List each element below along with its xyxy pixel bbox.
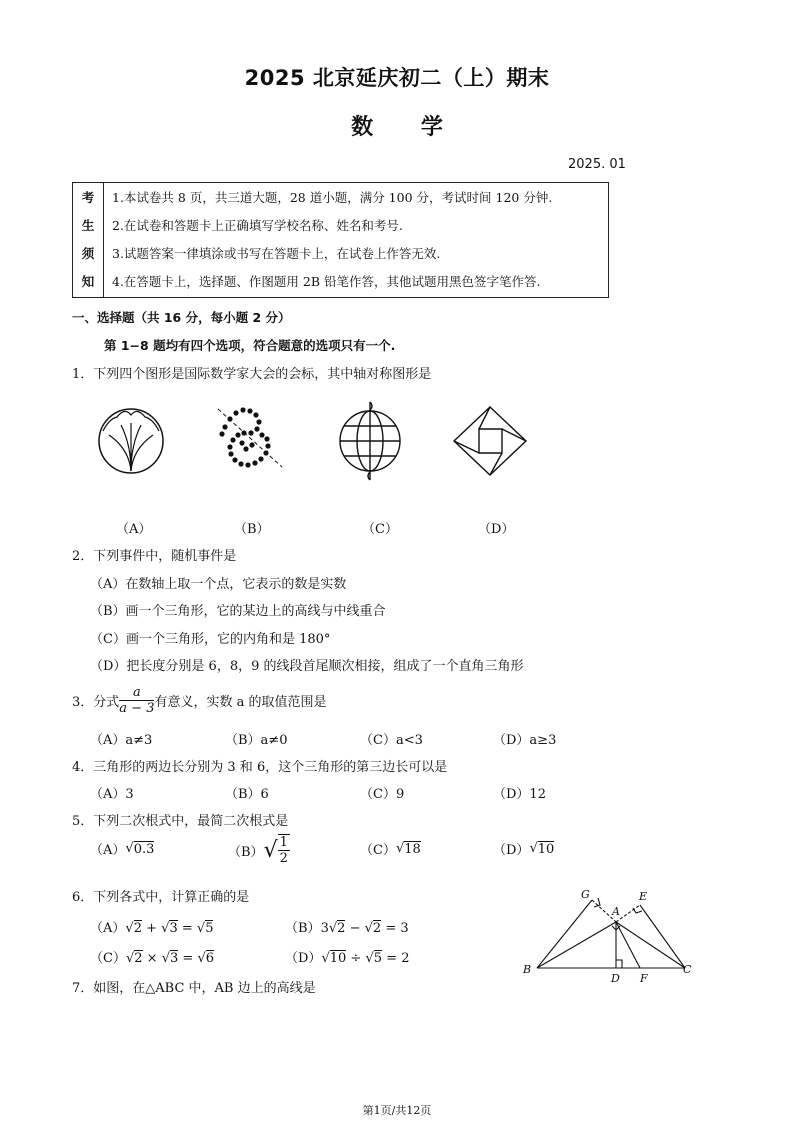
q6c-r2: 3: [170, 951, 179, 966]
q6c-op: ×: [146, 951, 158, 966]
q2-option-a: （A）在数轴上取一个点，它表示的数是实数: [90, 577, 347, 592]
sqrt-icon: √: [529, 841, 538, 856]
q5-label-c: （C）: [360, 843, 396, 858]
section-instruction: 第 1−8 题均有四个选项，符合题意的选项只有一个.: [104, 338, 396, 353]
point-a-label: A: [612, 905, 620, 918]
q3-suffix: 有意义，实数 a 的取值范围是: [154, 695, 327, 710]
q3-option-b: （B）a≠0: [225, 733, 288, 748]
side-char: 知: [81, 274, 95, 289]
exam-title: 2025 北京延庆初二（上）期末: [244, 66, 550, 90]
q5-radicand-c: 18: [404, 841, 421, 857]
section-heading: 一、选择题（共 16 分，每小题 2 分）: [72, 310, 291, 325]
q5-option-c: [360, 839, 421, 858]
sqrt-icon: √: [125, 841, 134, 856]
q4-option-a: （A）3: [90, 787, 134, 802]
q6b-op: −: [349, 921, 361, 936]
point-c-label: C: [683, 963, 692, 976]
q6d-result: = 2: [386, 951, 410, 966]
question-3-stem: [72, 685, 326, 716]
q6b-r2: 2: [372, 921, 382, 936]
page-footer: 第1页/共12页: [362, 1104, 432, 1117]
q6-label-c: （C）: [90, 951, 126, 966]
point-e-label: E: [639, 890, 648, 903]
q5-option-d: [493, 839, 554, 858]
question-2-stem: 2．下列事件中，随机事件是: [72, 549, 237, 564]
q6c-r1: 2: [134, 951, 143, 966]
exam-date: 2025. 01: [568, 157, 626, 172]
point-f-label: F: [640, 972, 648, 985]
question-5-stem: 5．下列二次根式中，最简二次根式是: [72, 814, 289, 829]
point-b-label: B: [523, 963, 532, 976]
q6-label-d: （D）: [285, 951, 322, 966]
dotted-spiral-logo-icon: [212, 405, 292, 477]
q6b-r1: 2: [337, 921, 346, 936]
q6d-r2: 5: [373, 951, 383, 966]
sqrt-icon: √: [395, 841, 405, 856]
question-1-stem: 1．下列四个图形是国际数学家大会的会标，其中轴对称图形是: [72, 367, 432, 382]
q6d-op: ÷: [350, 951, 362, 966]
segment-bg: [537, 900, 592, 968]
point-g-label: G: [581, 888, 590, 901]
point-d-label: D: [611, 972, 620, 985]
q2-option-d: （D）把长度分别是 6，8，9 的线段首尾顺次相接，组成了一个直角三角形: [90, 659, 524, 674]
q5-option-b: [228, 834, 290, 866]
q5-label-a: （A）: [90, 843, 126, 858]
notice-side-label: [73, 183, 104, 298]
segment-af: [616, 922, 640, 968]
q3-prefix: 3．分式: [72, 695, 120, 710]
q1-label-b: （B）: [234, 522, 270, 537]
q1-label-a: （A）: [116, 522, 152, 537]
q6-label-b: （B）: [285, 921, 321, 936]
q5-b-den: 2: [279, 851, 288, 866]
side-char: 须: [81, 246, 95, 261]
q6-option-a: （A）√2 + √3 = √5: [90, 921, 214, 936]
q6c-eq: =: [182, 951, 194, 966]
right-angle-d: [616, 960, 622, 968]
segment-ba: [537, 922, 616, 968]
globe-logo-icon: [334, 398, 406, 484]
q3-option-c: （C）a<3: [360, 733, 423, 748]
q3-fraction: [119, 685, 154, 716]
question-4-stem: 4．三角形的两边长分别为 3 和 6，这个三角形的第三边长可以是: [72, 760, 448, 775]
q6a-eq: =: [181, 921, 193, 936]
q3-frac-numerator: a: [119, 685, 154, 701]
q6a-op: +: [146, 921, 158, 936]
segment-ce: [640, 905, 685, 968]
notice-rules: [104, 183, 609, 298]
question-7-stem: 7．如图，在△ABC 中，AB 边上的高线是: [72, 981, 316, 996]
q3-option-a: （A）a≠3: [90, 733, 153, 748]
q4-option-d: （D）12: [493, 787, 546, 802]
q5-label-b: （B）: [228, 844, 264, 860]
q6-option-c: （C）√2 × √3 = √6: [90, 951, 215, 966]
notice-rule: 2.在试卷和答题卡上正确填写学校名称、姓名和考号.: [112, 218, 403, 233]
q6a-r3: 5: [205, 921, 214, 936]
q5-b-num: 1: [279, 835, 288, 850]
q5-option-a: [90, 839, 154, 858]
q5-radicand-a: 0.3: [133, 841, 155, 857]
q4-option-c: （C）9: [360, 787, 405, 802]
q6-option-b: （B）3√2 − √2 = 3: [285, 921, 409, 936]
q6-option-d: （D）√10 ÷ √5 = 2: [285, 951, 410, 966]
side-char: 生: [81, 218, 95, 233]
notice-rule: 3.试题答案一律填涂或书写在答题卡上，在试卷上作答无效.: [112, 246, 441, 261]
q3-frac-denominator: a − 3: [119, 701, 155, 716]
notice-rule: 1.本试卷共 8 页，共三道大题，28 道小题，满分 100 分，考试时间 120 分钟.: [112, 190, 553, 205]
q6b-coef: 3: [320, 921, 329, 936]
q3-option-d: （D）a≥3: [493, 733, 557, 748]
petal-circle-logo-icon: [95, 405, 167, 477]
right-angle-g: [594, 898, 600, 907]
question-6-stem: 6．下列各式中，计算正确的是: [72, 890, 250, 905]
q2-option-c: （C）画一个三角形，它的内角和是 180°: [90, 632, 331, 647]
pinwheel-square-logo-icon: [452, 405, 528, 477]
q1-label-c: （C）: [362, 522, 398, 537]
q6a-r2: 3: [169, 921, 178, 936]
q6c-r3: 6: [205, 951, 215, 966]
triangle-figure: [515, 884, 700, 986]
q1-label-d: （D）: [478, 522, 515, 537]
q5-radicand-d: 10: [537, 841, 555, 857]
q6b-result: = 3: [385, 921, 409, 936]
sqrt-icon: √: [263, 837, 278, 863]
q5-radicand-b: [278, 834, 290, 866]
notice-table: [72, 182, 609, 298]
q6a-r1: 2: [133, 921, 142, 936]
notice-rule: 4.在答题卡上，选择题、作图题用 2B 铅笔作答，其他试题用黑色签字笔作答.: [112, 274, 541, 289]
q4-option-b: （B）6: [225, 787, 269, 802]
q6d-r1: 10: [329, 951, 347, 966]
subject-title: 数 学: [351, 115, 443, 140]
q6-label-a: （A）: [90, 921, 126, 936]
q5-label-d: （D）: [493, 843, 530, 858]
segment-ca: [616, 922, 685, 968]
q2-option-b: （B）画一个三角形，它的某边上的高线与中线重合: [90, 604, 386, 619]
side-char: 考: [81, 190, 95, 205]
